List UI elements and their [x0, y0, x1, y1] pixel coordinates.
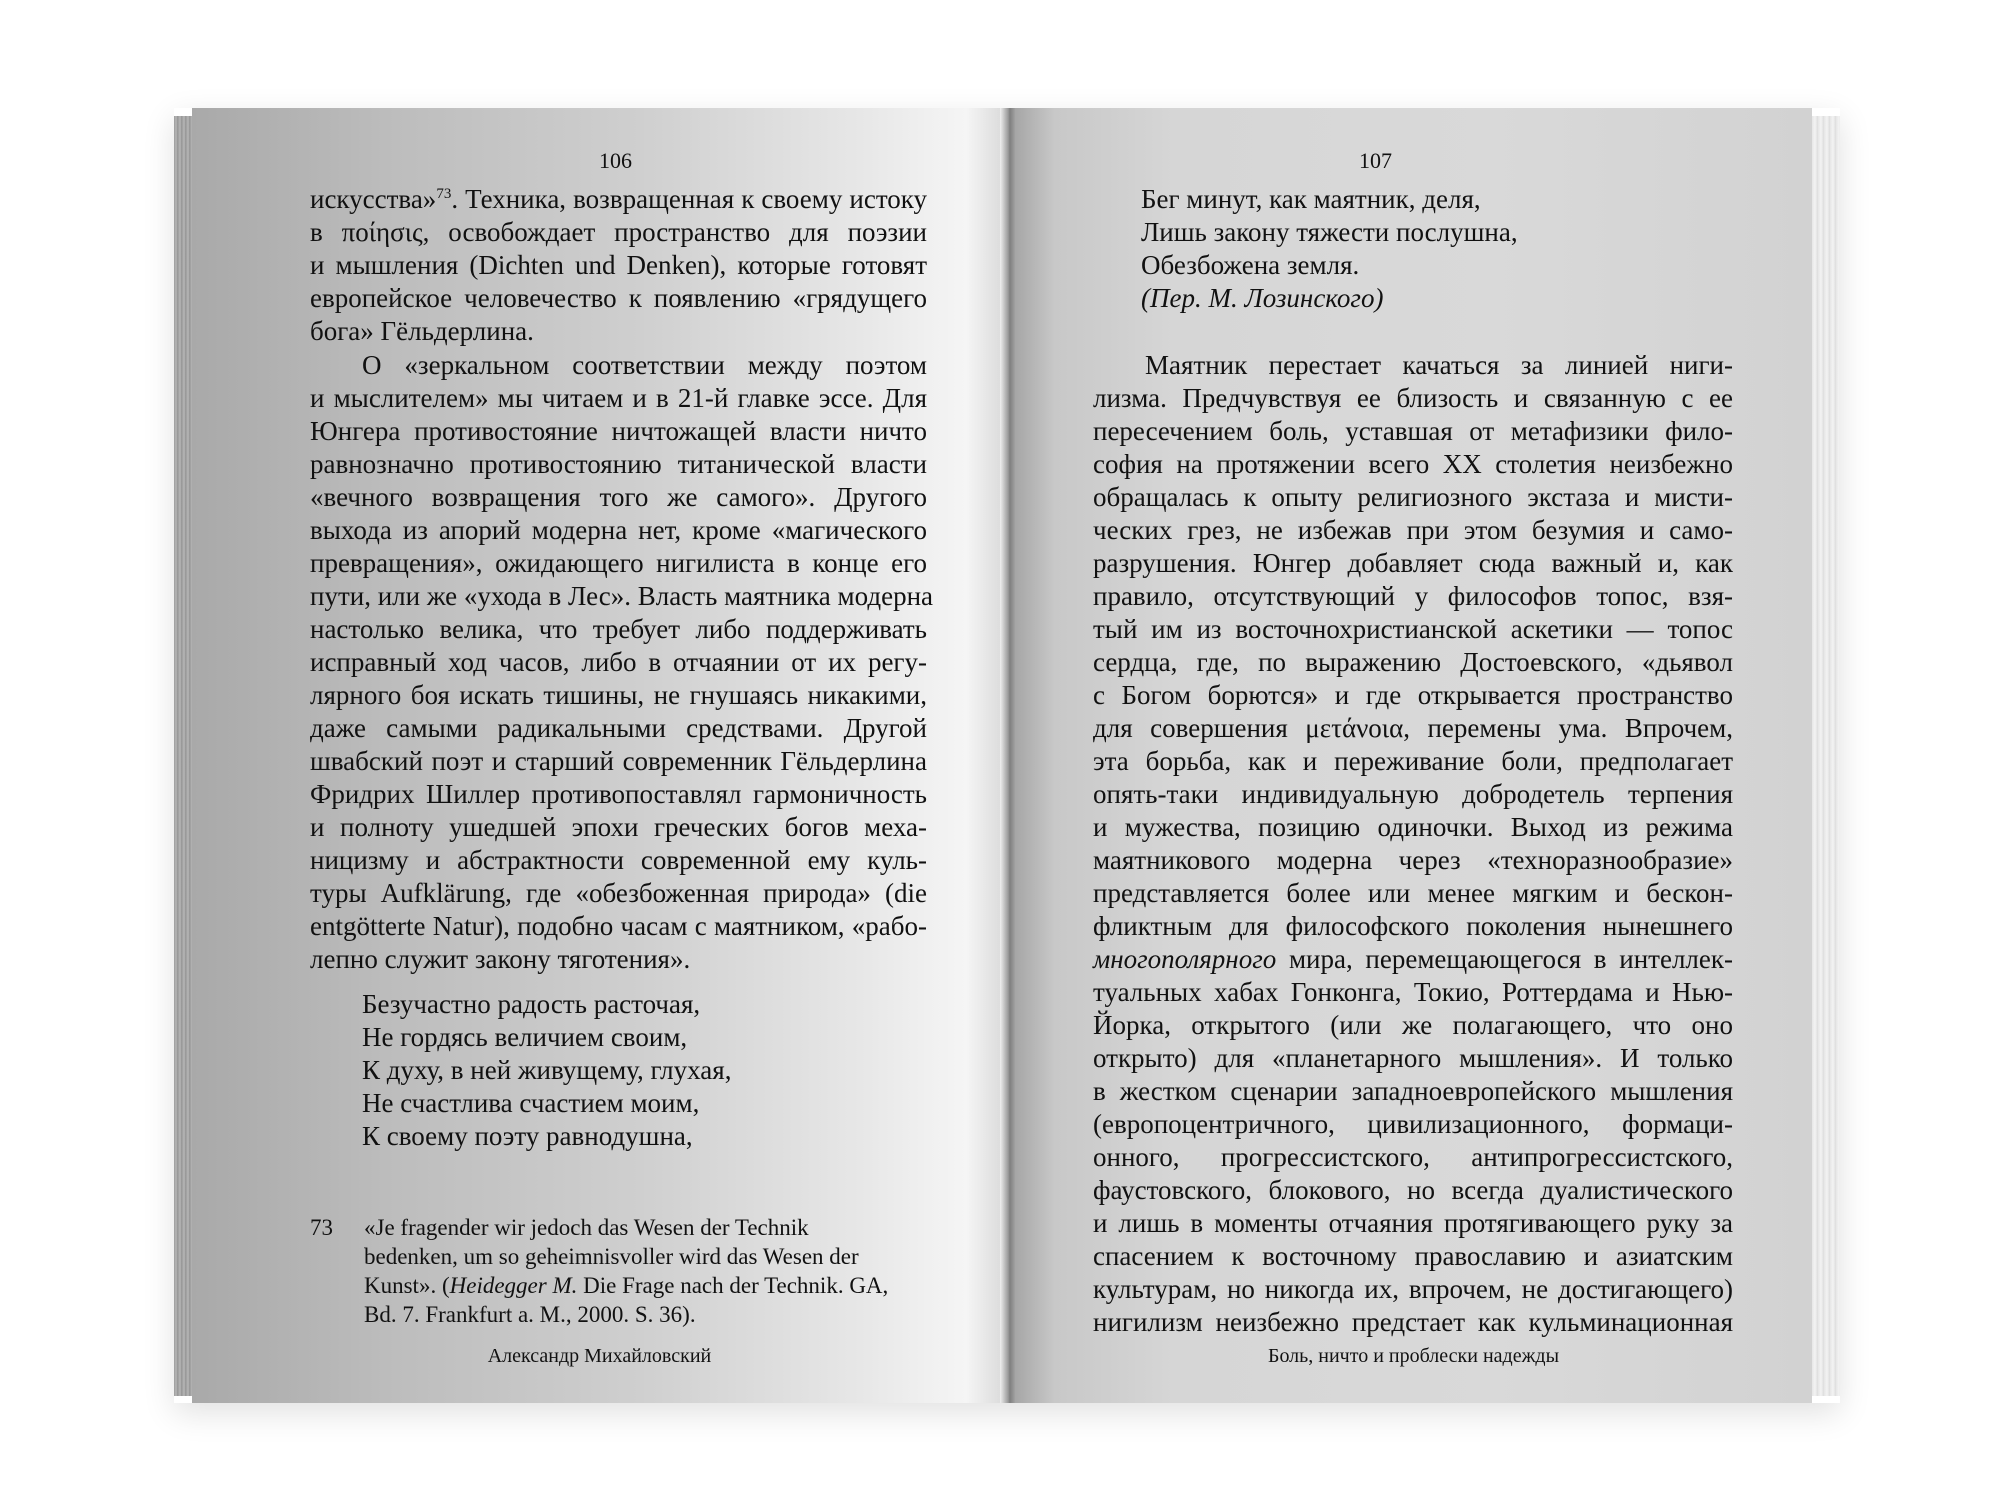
poem-line: К своему поэту равнодушна, [362, 1121, 693, 1151]
poem-line: Не счастлива счастием моим, [362, 1088, 700, 1118]
left-paragraph-1 [310, 183, 927, 348]
text-line: Юнгера противостояние ничтожащей власти ничто [310, 416, 927, 446]
text-line: исправный ход часов, либо в отчаянии от их регу- [310, 647, 927, 677]
text-line: выхода из апорий модерна нет, кроме «магического [310, 515, 927, 545]
text-line: лярного боя искать тишины, не гнушаясь никакими, [310, 680, 927, 710]
text-line: эта борьба, как и переживание боли, предполагает [1093, 746, 1733, 776]
footnote-ref: 73 [436, 186, 452, 202]
text-line: сердца, где, по выражению Достоевского, «дьявол [1093, 647, 1733, 677]
text-line: для совершения μετάνοια, перемены ума. Впрочем, [1093, 713, 1733, 743]
footnote-line: Bd. 7. Frankfurt a. M., 2000. S. 36). [364, 1302, 696, 1327]
left-page [192, 108, 1007, 1403]
poem-line: К духу, в ней живущему, глухая, [362, 1055, 732, 1085]
right-page-stack-edge [1812, 116, 1840, 1396]
footnote-line: bedenken, um so geheimnisvoller wird das Wesen der [364, 1244, 859, 1269]
text-line: ческих грез, не избежав при этом безумия и само- [1093, 515, 1733, 545]
text-line: бога» Гёльдерлина. [310, 316, 534, 346]
right-page [1015, 108, 1812, 1403]
text-line: (европоцентричного, цивилизационного, формаци- [1093, 1109, 1733, 1139]
right-poem [1141, 183, 1741, 315]
text-line: entgötterte Natur), подобно часам с маятником, «рабо- [310, 911, 927, 941]
text-line: софия на протяжении всего XX столетия неизбежно [1093, 449, 1733, 479]
text-line: многополярного мира, перемещающегося в интеллек- [1093, 944, 1733, 974]
text-line: даже самыми радикальными средствами. Другой [310, 713, 927, 743]
text-line: в жестком сценарии западноевропейского мышления [1093, 1076, 1733, 1106]
poem-line: Не гордясь величием своим, [362, 1022, 688, 1052]
text-line: обращалась к опыту религиозного экстаза и мисти- [1093, 482, 1733, 512]
text-line: О «зеркальном соответствии между поэтом [362, 350, 927, 380]
footnote-marker: 73 [310, 1215, 333, 1240]
text-line: открыто) для «планетарного мышления». И только [1093, 1043, 1733, 1073]
text-line: Йорка, открытого (или же полагающего, что оно [1093, 1010, 1733, 1040]
text-line: равнозначно противостоянию титанической власти [310, 449, 927, 479]
footnote-line: Kunst». (Heidegger M. Die Frage nach der Technik. GA, [364, 1273, 889, 1298]
text-line: лепно служит закону тяготения». [310, 944, 691, 974]
text-line: тый им из восточнохристианской аскетики — топос [1093, 614, 1733, 644]
left-poem [362, 988, 922, 1153]
text-line: пути, или же «ухода в Лес». Власть маятника модерна [310, 581, 934, 611]
text-line: искусства»$^{73}$. Техника, возвращенная к своему истоку [310, 184, 927, 214]
text-line: лизма. Предчувствуя ее близость и связанную с ее [1093, 383, 1733, 413]
text-line: фликтным для философского поколения нынешнего [1093, 911, 1733, 941]
poem-line: Обезбожена земля. [1141, 250, 1360, 280]
text-line: представляется более или менее мягким и бескон- [1093, 878, 1733, 908]
text-line: превращения», ожидающего нигилиста в конце его [310, 548, 927, 578]
right-page-number: 107 [1359, 148, 1392, 173]
text-line: нигилизм неизбежно предстает как кульминационная [1093, 1307, 1733, 1337]
left-page-stack-edge [174, 116, 194, 1396]
text-line: с Богом борются» и где открывается пространство [1093, 680, 1733, 710]
text-line: в ποίησις, освобождает пространство для поэзии [310, 217, 927, 247]
poem-translator: (Пер. М. Лозинского) [1141, 283, 1384, 313]
poem-line: Безучастно радость расточая, [362, 989, 701, 1019]
text-line: туры Aufklärung, где «обезбоженная природа» (die [310, 878, 927, 908]
text-line: и мужества, позицию одиночки. Выход из режима [1093, 812, 1733, 842]
text-line: и полноту ушедшей эпохи греческих богов меха- [310, 812, 927, 842]
text-line: и лишь в моменты отчаяния протягивающего руку за [1093, 1208, 1733, 1238]
poem-line: Лишь закону тяжести послушна, [1141, 217, 1518, 247]
text-line: правило, отсутствующий у философов топос, взя- [1093, 581, 1733, 611]
poem-line: Бег минут, как маятник, деля, [1141, 184, 1481, 214]
text-line: пересечением боль, уставшая от метафизики фило- [1093, 416, 1733, 446]
right-paragraph [1093, 349, 1733, 1339]
open-book [174, 108, 1840, 1403]
text-line: европейское человечество к появлению «грядущего [310, 283, 927, 313]
right-running-footer: Боль, ничто и проблески надежды [1267, 1345, 1560, 1367]
text-line: «вечного возвращения того же самого». Другого [310, 482, 927, 512]
text-line: маятникового модерна через «техноразнообразие» [1093, 845, 1733, 875]
left-paragraph-2 [310, 349, 934, 976]
text-line: опять-таки индивидуальную добродетель терпения [1093, 779, 1733, 809]
footnote [364, 1213, 924, 1329]
text-line: Маятник перестает качаться за линией ниги- [1145, 350, 1733, 380]
text-line: настолько велика, что требует либо поддерживать [310, 614, 927, 644]
left-page-number: 106 [599, 148, 632, 173]
text-line: разрушения. Юнгер добавляет сюда важный и, как [1093, 548, 1733, 578]
text-line: фаустовского, блокового, но всегда дуалистического [1093, 1175, 1733, 1205]
text-line: онного, прогрессистского, антипрогрессистского, [1093, 1142, 1733, 1172]
text-line: Фридрих Шиллер противопоставлял гармоничность [310, 779, 927, 809]
footnote-line: «Je fragender wir jedoch das Wesen der Technik [364, 1215, 809, 1240]
text-line: спасением к восточному православию и азиатским [1093, 1241, 1733, 1271]
text-line: швабский поэт и старший современник Гёльдерлина [310, 746, 927, 776]
text-line: туальных хабах Гонконга, Токио, Роттердама и Нью- [1093, 977, 1733, 1007]
text-line: ницизму и абстрактности современной ему куль- [310, 845, 927, 875]
text-line: и мыслителем» мы читаем и в 21-й главке эссе. Для [310, 383, 927, 413]
text-line: культурам, но никогда их, впрочем, не достигающего) [1093, 1274, 1733, 1304]
left-running-footer: Александр Михайловский [487, 1345, 712, 1367]
text-line: и мышления (Dichten und Denken), которые готовят [310, 250, 927, 280]
